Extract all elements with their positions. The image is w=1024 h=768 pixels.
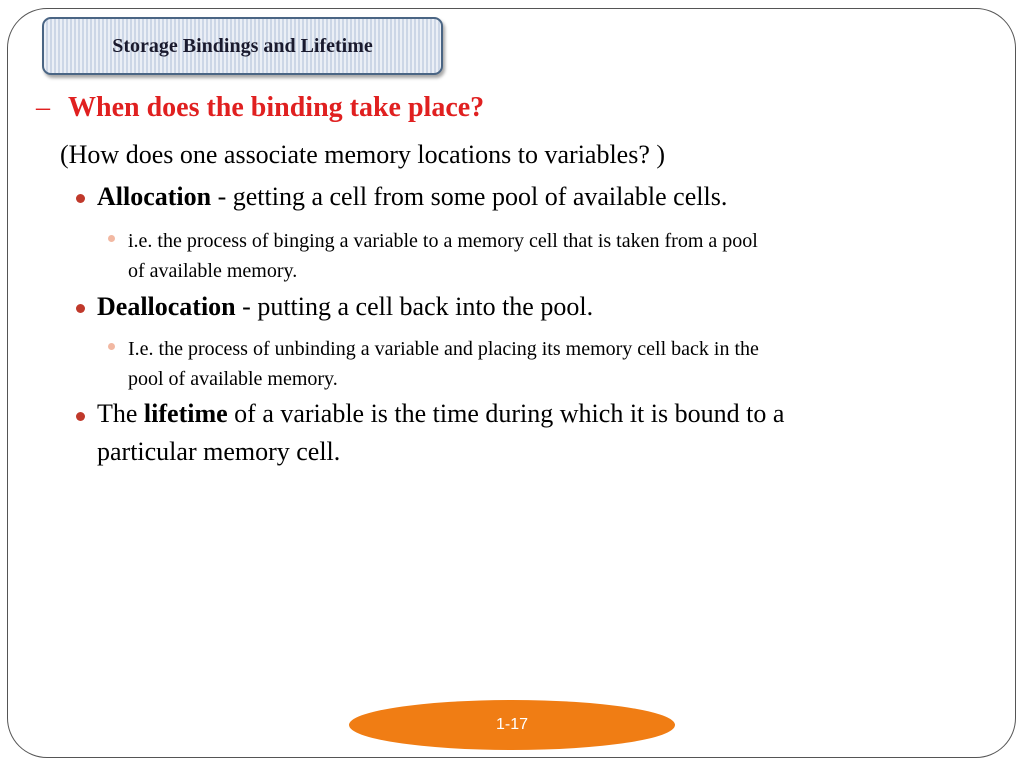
bullet-text [97, 182, 727, 212]
dash-bullet: – [36, 92, 50, 123]
sub-bullet-line: I.e. the process of unbinding a variable and placing its memory cell back in the [128, 338, 759, 360]
page-number: 1-17 [495, 716, 529, 733]
sub-bullet-line: i.e. the process of binging a variable to a memory cell that is taken from a pool [128, 230, 758, 252]
term-allocation: Allocation [97, 182, 212, 211]
page-number-badge [349, 700, 675, 750]
sub-bullet-dot [108, 343, 115, 350]
bullet-text [97, 292, 593, 322]
term-lifetime: lifetime [143, 399, 228, 428]
question-heading-text: When does the binding take place? [68, 92, 485, 123]
bullet-dot [76, 304, 85, 313]
bullet-dot [76, 412, 85, 421]
deallocation-definition: - putting a cell back into the pool. [235, 292, 594, 321]
lifetime-definition-line2: particular memory cell. [97, 437, 341, 466]
bullet-text [97, 395, 784, 471]
question-subheading: (How does one associate memory locations to variables? ) [60, 140, 666, 169]
sub-bullet-line: of available memory. [128, 260, 298, 282]
term-deallocation: Deallocation [97, 292, 236, 321]
lifetime-prefix: The [97, 399, 144, 428]
sub-bullet-dot [108, 235, 115, 242]
sub-bullet-line: pool of available memory. [128, 368, 338, 390]
sub-bullet-text [128, 226, 758, 286]
slide-title: Storage Bindings and Lifetime [112, 34, 373, 57]
bullet-dot [76, 194, 85, 203]
lifetime-definition: of a variable is the time during which it is bound to a [227, 399, 785, 428]
question-heading [36, 92, 484, 124]
allocation-definition: - getting a cell from some pool of available cells. [211, 182, 728, 211]
sub-bullet-text [128, 334, 759, 394]
